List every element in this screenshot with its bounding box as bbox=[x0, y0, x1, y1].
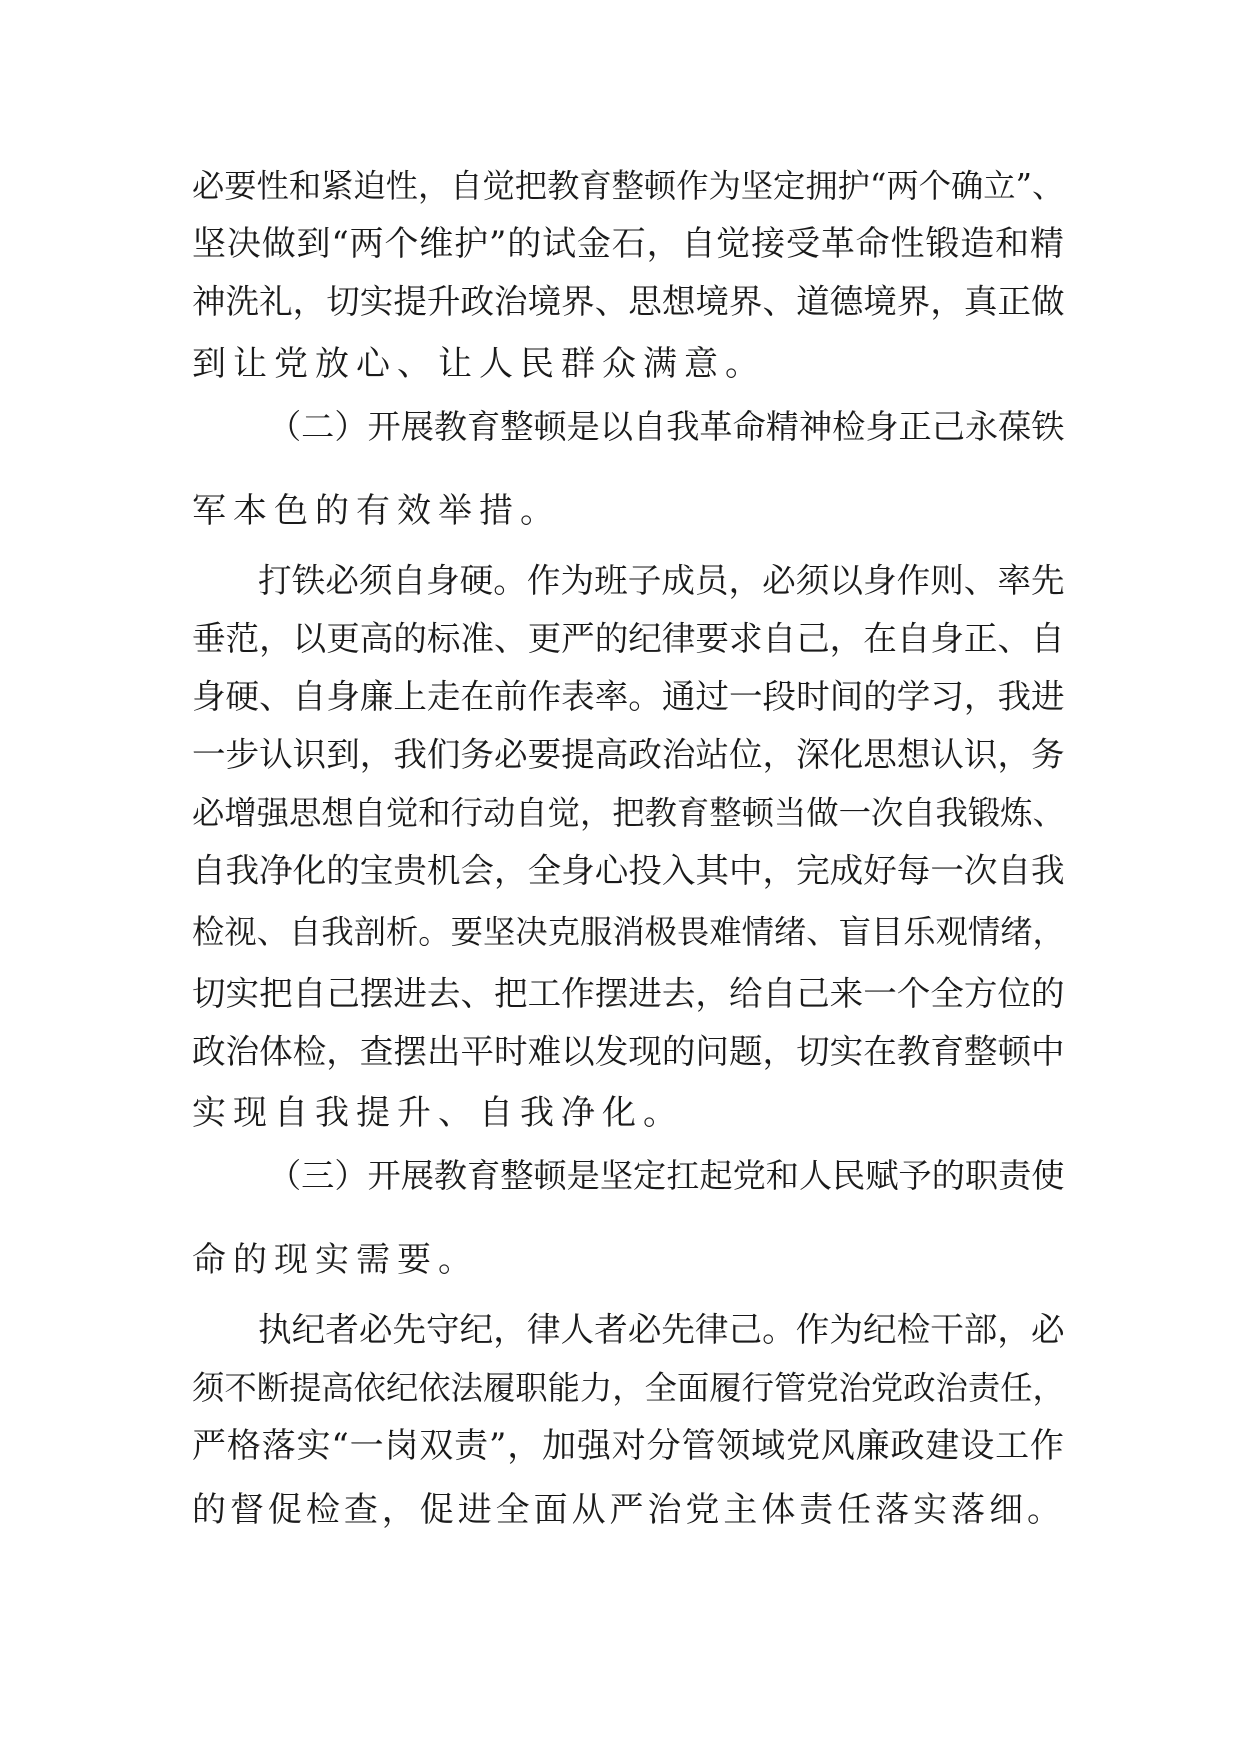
section-heading-2-cont: 军本色的有效举措。 bbox=[192, 491, 561, 531]
text-line: 严格落实“一岗双责”，加强对分管领域党风廉政建设工作 bbox=[192, 1426, 1065, 1466]
text-line: 自我净化的宝贵机会，全身心投入其中，完成好每一次自我 bbox=[192, 851, 1065, 890]
text-line: 坚决做到“两个维护”的试金石，自觉接受革命性锻造和精 bbox=[192, 224, 1065, 264]
section-heading-2: （二）开展教育整顿是以自我革命精神检身正己永葆铁 bbox=[268, 407, 1065, 446]
text-line: 切实把自己摆进去、把工作摆进去，给自己来一个全方位的 bbox=[192, 974, 1065, 1013]
text-line: 身硬、自身廉上走在前作表率。通过一段时间的学习，我进 bbox=[192, 677, 1065, 716]
text-line: 神洗礼，切实提升政治境界、思想境界、道德境界，真正做 bbox=[192, 282, 1065, 321]
text-line: 实现自我提升、自我净化。 bbox=[192, 1093, 684, 1133]
text-line: 必增强思想自觉和行动自觉，把教育整顿当做一次自我锻炼、 bbox=[192, 794, 1065, 832]
text-line: 须不断提高依纪依法履职能力，全面履行管党治党政治责任， bbox=[192, 1369, 1065, 1407]
section-heading-3-cont: 命的现实需要。 bbox=[192, 1240, 479, 1280]
paragraph-first-line: 打铁必须自身硬。作为班子成员，必须以身作则、率先 bbox=[258, 561, 1065, 600]
text-line: 检视、自我剖析。要坚决克服消极畏难情绪、盲目乐观情绪， bbox=[192, 913, 1065, 951]
text-line: 垂范，以更高的标准、更严的纪律要求自己，在自身正、自 bbox=[192, 619, 1065, 658]
text-line: 一步认识到，我们务必要提高政治站位，深化思想认识，务 bbox=[192, 735, 1065, 774]
text-line: 到让党放心、让人民群众满意。 bbox=[192, 344, 766, 384]
paragraph-first-line: 执纪者必先守纪，律人者必先律己。作为纪检干部，必 bbox=[258, 1310, 1065, 1349]
text-line: 的督促检查，促进全面从严治党主体责任落实落细。 bbox=[192, 1490, 1065, 1530]
text-line: 必要性和紧迫性，自觉把教育整顿作为坚定拥护“两个确立”、 bbox=[192, 167, 1065, 205]
text-line: 政治体检，查摆出平时难以发现的问题，切实在教育整顿中 bbox=[192, 1032, 1065, 1071]
section-heading-3: （三）开展教育整顿是坚定扛起党和人民赋予的职责使 bbox=[268, 1156, 1065, 1195]
